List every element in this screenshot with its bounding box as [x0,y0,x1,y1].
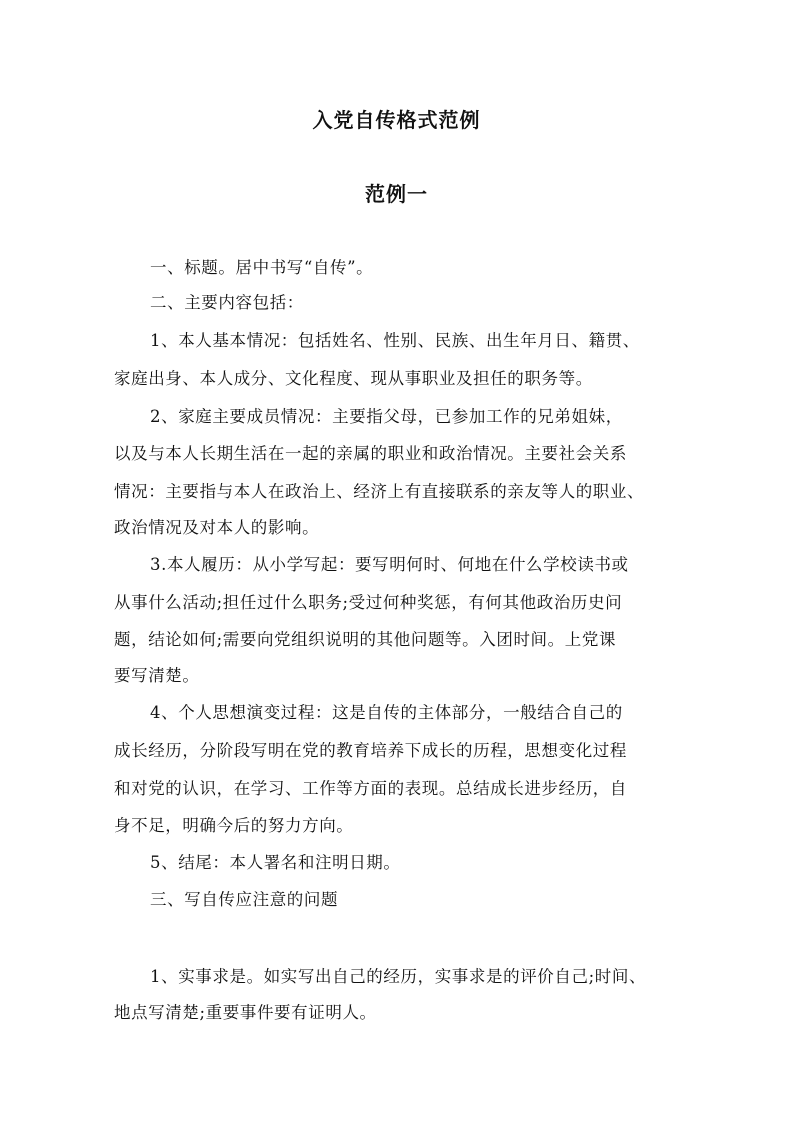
paragraph-line: 2、家庭主要成员情况：主要指父母，已参加工作的兄弟姐妹， [150,407,623,426]
paragraph-line: 地点写清楚;重要事件要有证明人。 [114,1003,377,1022]
paragraph-line: 情况：主要指与本人在政治上、经济上有直接联系的亲友等人的职业、 [114,482,645,501]
paragraph-line: 5、结尾：本人署名和注明日期。 [150,853,401,872]
paragraph-line: 家庭出身、本人成分、文化程度、现从事职业及担任的职务等。 [114,369,593,388]
paragraph-line: 二、主要内容包括： [150,293,304,312]
paragraph-line: 4、个人思想演变过程：这是自传的主体部分，一般结合自己的 [150,703,623,722]
document-title: 入党自传格式范例 [312,108,481,132]
section-title: 范例一 [365,182,428,206]
paragraph-line: 政治情况及对本人的影响。 [114,518,320,537]
paragraph-line: 成长经历，分阶段写明在党的教育培养下成长的历程，思想变化过程 [114,741,627,760]
paragraph-line: 1、本人基本情况：包括姓名、性别、民族、出生年月日、籍贯、 [150,331,640,350]
paragraph-line: 和对党的认识，在学习、工作等方面的表现。总结成长进步经历，自 [114,779,627,798]
paragraph-line: 要写清楚。 [114,666,200,685]
paragraph-line: 从事什么活动;担任过什么职务;受过何种奖惩，有何其他政治历史问 [114,593,623,612]
paragraph-line: 题，结论如何;需要向党组织说明的其他问题等。入团时间。上党课 [114,630,617,649]
paragraph-line: 身不足，明确今后的努力方向。 [114,816,354,835]
paragraph-line: 三、写自传应注意的问题 [150,890,339,909]
paragraph-line: 以及与本人长期生活在一起的亲属的职业和政治情况。主要社会关系 [114,444,627,463]
paragraph-line: 1、实事求是。如实写出自己的经历，实事求是的评价自己;时间、 [150,967,647,986]
paragraph-line: 3.本人履历：从小学写起：要写明何时、何地在什么学校读书或 [150,555,629,574]
paragraph-line: 一、标题。居中书写“自传”。 [150,258,374,277]
